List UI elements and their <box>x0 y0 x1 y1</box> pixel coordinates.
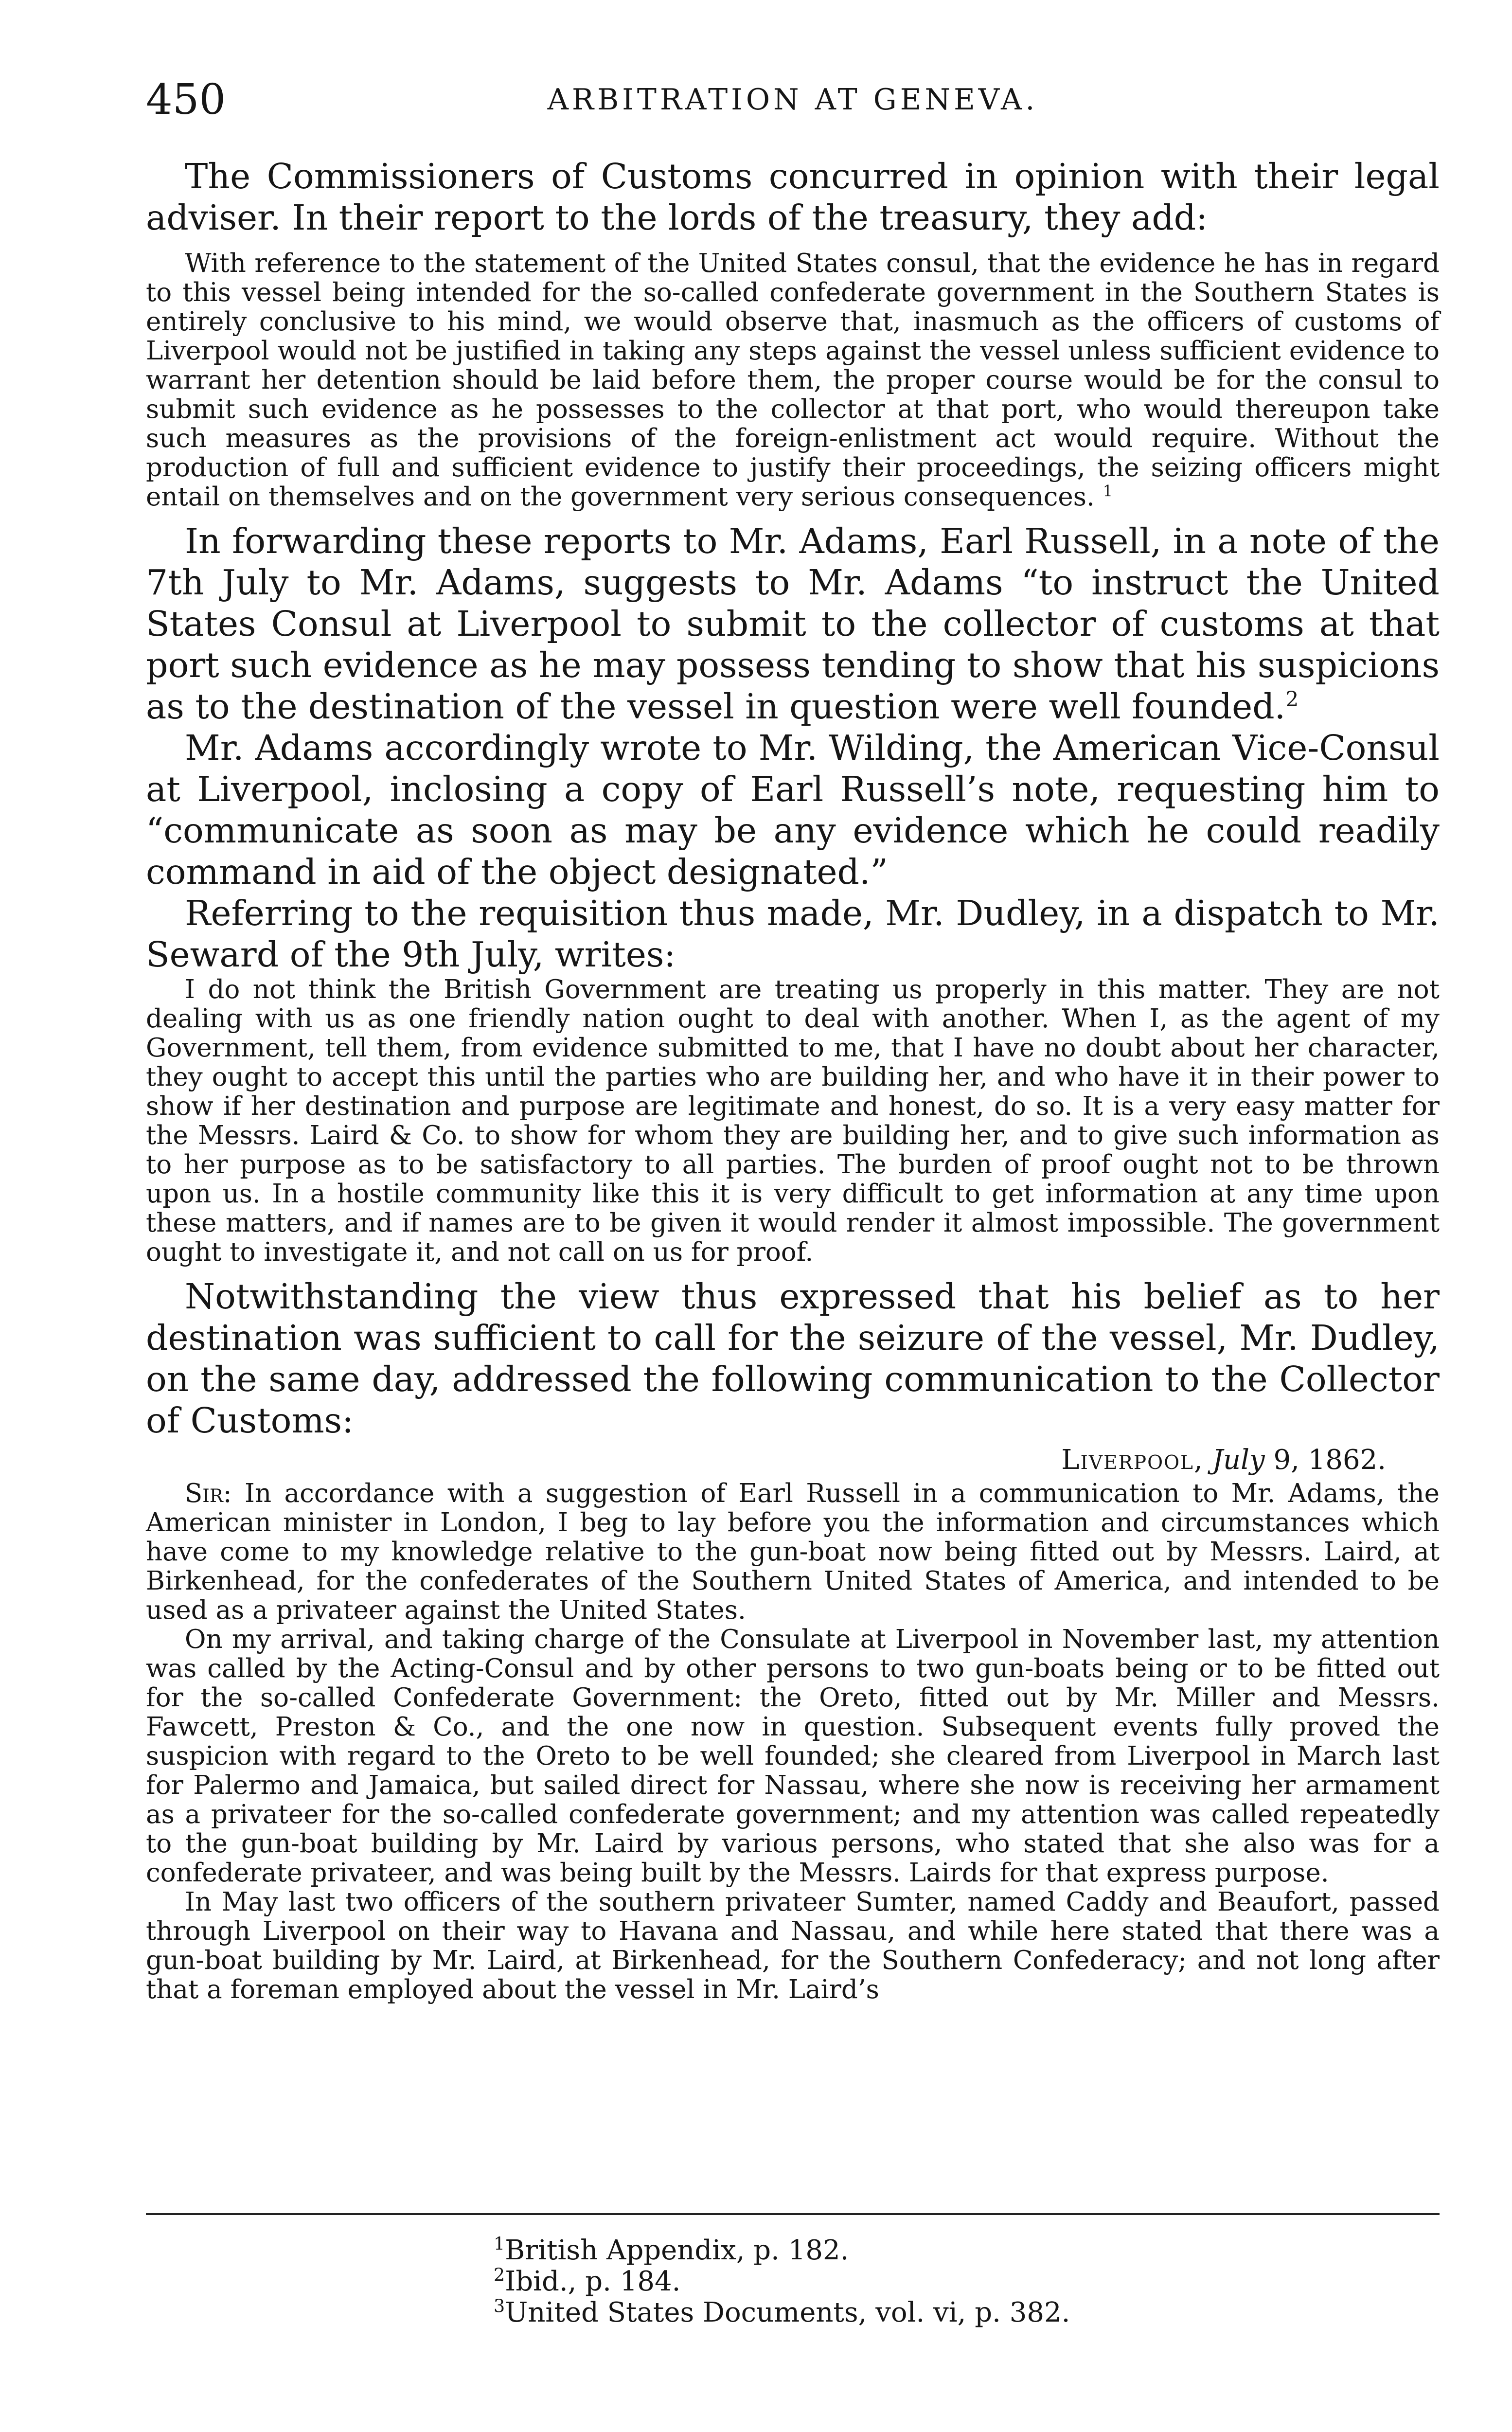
footnote-ref-1: 1 <box>1103 482 1113 501</box>
dateline-day-year: 9, 1862. <box>1273 1444 1386 1476</box>
footnote <box>494 2297 1320 2328</box>
letter-paragraph-3: In May last two officers of the southern privateer Sumter, named Caddy and Beaufort, passed through Liverpool on their way to Havana and Nassau, and while here stated that there was a gun-boat building by Mr. Laird, at Birkenhead, for the Southern Confederacy; and not long after that a foreman employed about the vessel in Mr. Laird’s <box>146 1887 1440 2004</box>
footnote-text: Ibid., p. 184. <box>505 2266 681 2297</box>
page-header <box>146 73 1440 126</box>
footnote-mark: 1 <box>494 2233 505 2254</box>
footnote <box>494 2266 1320 2297</box>
letter-paragraph-2: On my arrival, and taking charge of the Consulate at Liverpool in November last, my attention was called by the Acting-Consul and by other persons to two gun-boats being or to be fitted out for the so-called Confederate Government: the Oreto, fitted out by Mr. Miller and Messrs. Fawcett, Preston & Co., and the one now in question. Subsequent events fully proved the suspicion with regard to the Oreto to be well founded; she cleared from Liverpool in March last for Palermo and Jamaica, but sailed direct for Nassau, where she now is receiving her armament as a privateer for the so-called confederate government; and my attention was called repeatedly to the gun-boat building by Mr. Laird by various persons, who stated that she also was for a confederate privateer, and was being built by the Messrs. Lairds for that express purpose. <box>146 1625 1440 1888</box>
footnote-text: United States Documents, vol. vi, p. 382. <box>505 2297 1070 2328</box>
footnotes <box>494 2235 1320 2328</box>
paragraph-3: Mr. Adams accordingly wrote to Mr. Wilding, the American Vice-Consul at Liverpool, inclosing a copy of Earl Russell’s note, requesting him to “communicate as soon as may be any evidence which he could readily command in aid of the object designated.” <box>146 728 1440 892</box>
letter-paragraph-1-text: In accordance with a suggestion of Earl Russell in a communication to Mr. Adams, the American minister in London, I beg to lay before you the information and circumstances which have come to my knowledge relative to the gun-boat now being fitted out by Messrs. Laird, at Birkenhead, for the confederates of the Southern United States of America, and intended to be used as a privateer against the United States. <box>146 1479 1440 1625</box>
paragraph-4: Referring to the requisition thus made, Mr. Dudley, in a dispatch to Mr. Seward of the 9th July, writes: <box>146 893 1440 975</box>
page-body <box>146 156 1440 2004</box>
dateline-month: July <box>1212 1444 1265 1476</box>
letter-dateline <box>146 1441 1440 1479</box>
paragraph-5: Notwithstanding the view thus expressed that his belief as to her destination was sufficient to call for the seizure of the vessel, Mr. Dudley, on the same day, addressed the following communication to the Collector of Customs: <box>146 1276 1440 1441</box>
paragraph-2 <box>146 520 1440 727</box>
letter-salutation: Sir: <box>185 1479 232 1508</box>
footnote-ref-2: 2 <box>1285 687 1299 712</box>
quotation-customs-report-text: With reference to the statement of the United States consul, that the evidence he has in regard to this vessel being intended for the so-called confederate government in the Southern States is entirely conclusive to his mind, we would observe that, inasmuch as the officers of customs of Liverpool would not be justified in taking any steps against the vessel unless sufficient evidence to warrant her detention should be laid before them, the proper course would be for the consul to submit such evidence as he possesses to the collector at that port, who would thereupon take such measures as the provisions of the foreign-enlistment act would require. Without the production of full and sufficient evidence to justify their proceedings, the seizing officers might entail on themselves and on the government very serious consequences. <box>146 249 1440 512</box>
footnote-divider <box>146 2213 1440 2215</box>
quotation-customs-report <box>146 249 1440 512</box>
letter-paragraph-1 <box>146 1479 1440 1625</box>
paragraph-2-text: In forwarding these reports to Mr. Adams, Earl Russell, in a note of the 7th July to Mr. Adams, suggests to Mr. Adams “to instruct the United States Consul at Liverpool to submit to the collector of customs at that port such evidence as he may possess tending to show that his suspicions as to the destination of the vessel in question were well founded. <box>146 521 1440 727</box>
running-title: ARBITRATION AT GENEVA. <box>547 83 1038 117</box>
footnote <box>494 2235 1320 2266</box>
page-number: 450 <box>146 75 226 124</box>
footnote-mark: 3 <box>494 2295 505 2317</box>
quotation-dudley-dispatch: I do not think the British Government are treating us properly in this matter. They are not dealing with us as one friendly nation ought to deal with another. When I, as the agent of my Government, tell them, from evidence submitted to me, that I have no doubt about her character, they ought to accept this until the parties who are building her, and who have it in their power to show if her destination and purpose are legitimate and honest, do so. It is a very easy matter for the Messrs. Laird & Co. to show for whom they are building her, and to give such information as to her purpose as to be satisfactory to all parties. The burden of proof ought not to be thrown upon us. In a hostile community like this it is very difficult to get information at any time upon these matters, and if names are to be given it would render it almost impossible. The government ought to investigate it, and not call on us for proof. <box>146 975 1440 1267</box>
paragraph-1: The Commissioners of Customs concurred in opinion with their legal adviser. In their report to the lords of the treasury, they add: <box>146 156 1440 238</box>
footnote-text: British Appendix, p. 182. <box>505 2235 849 2266</box>
footnote-mark: 2 <box>494 2264 505 2286</box>
dateline-place: Liverpool, <box>1061 1444 1204 1476</box>
